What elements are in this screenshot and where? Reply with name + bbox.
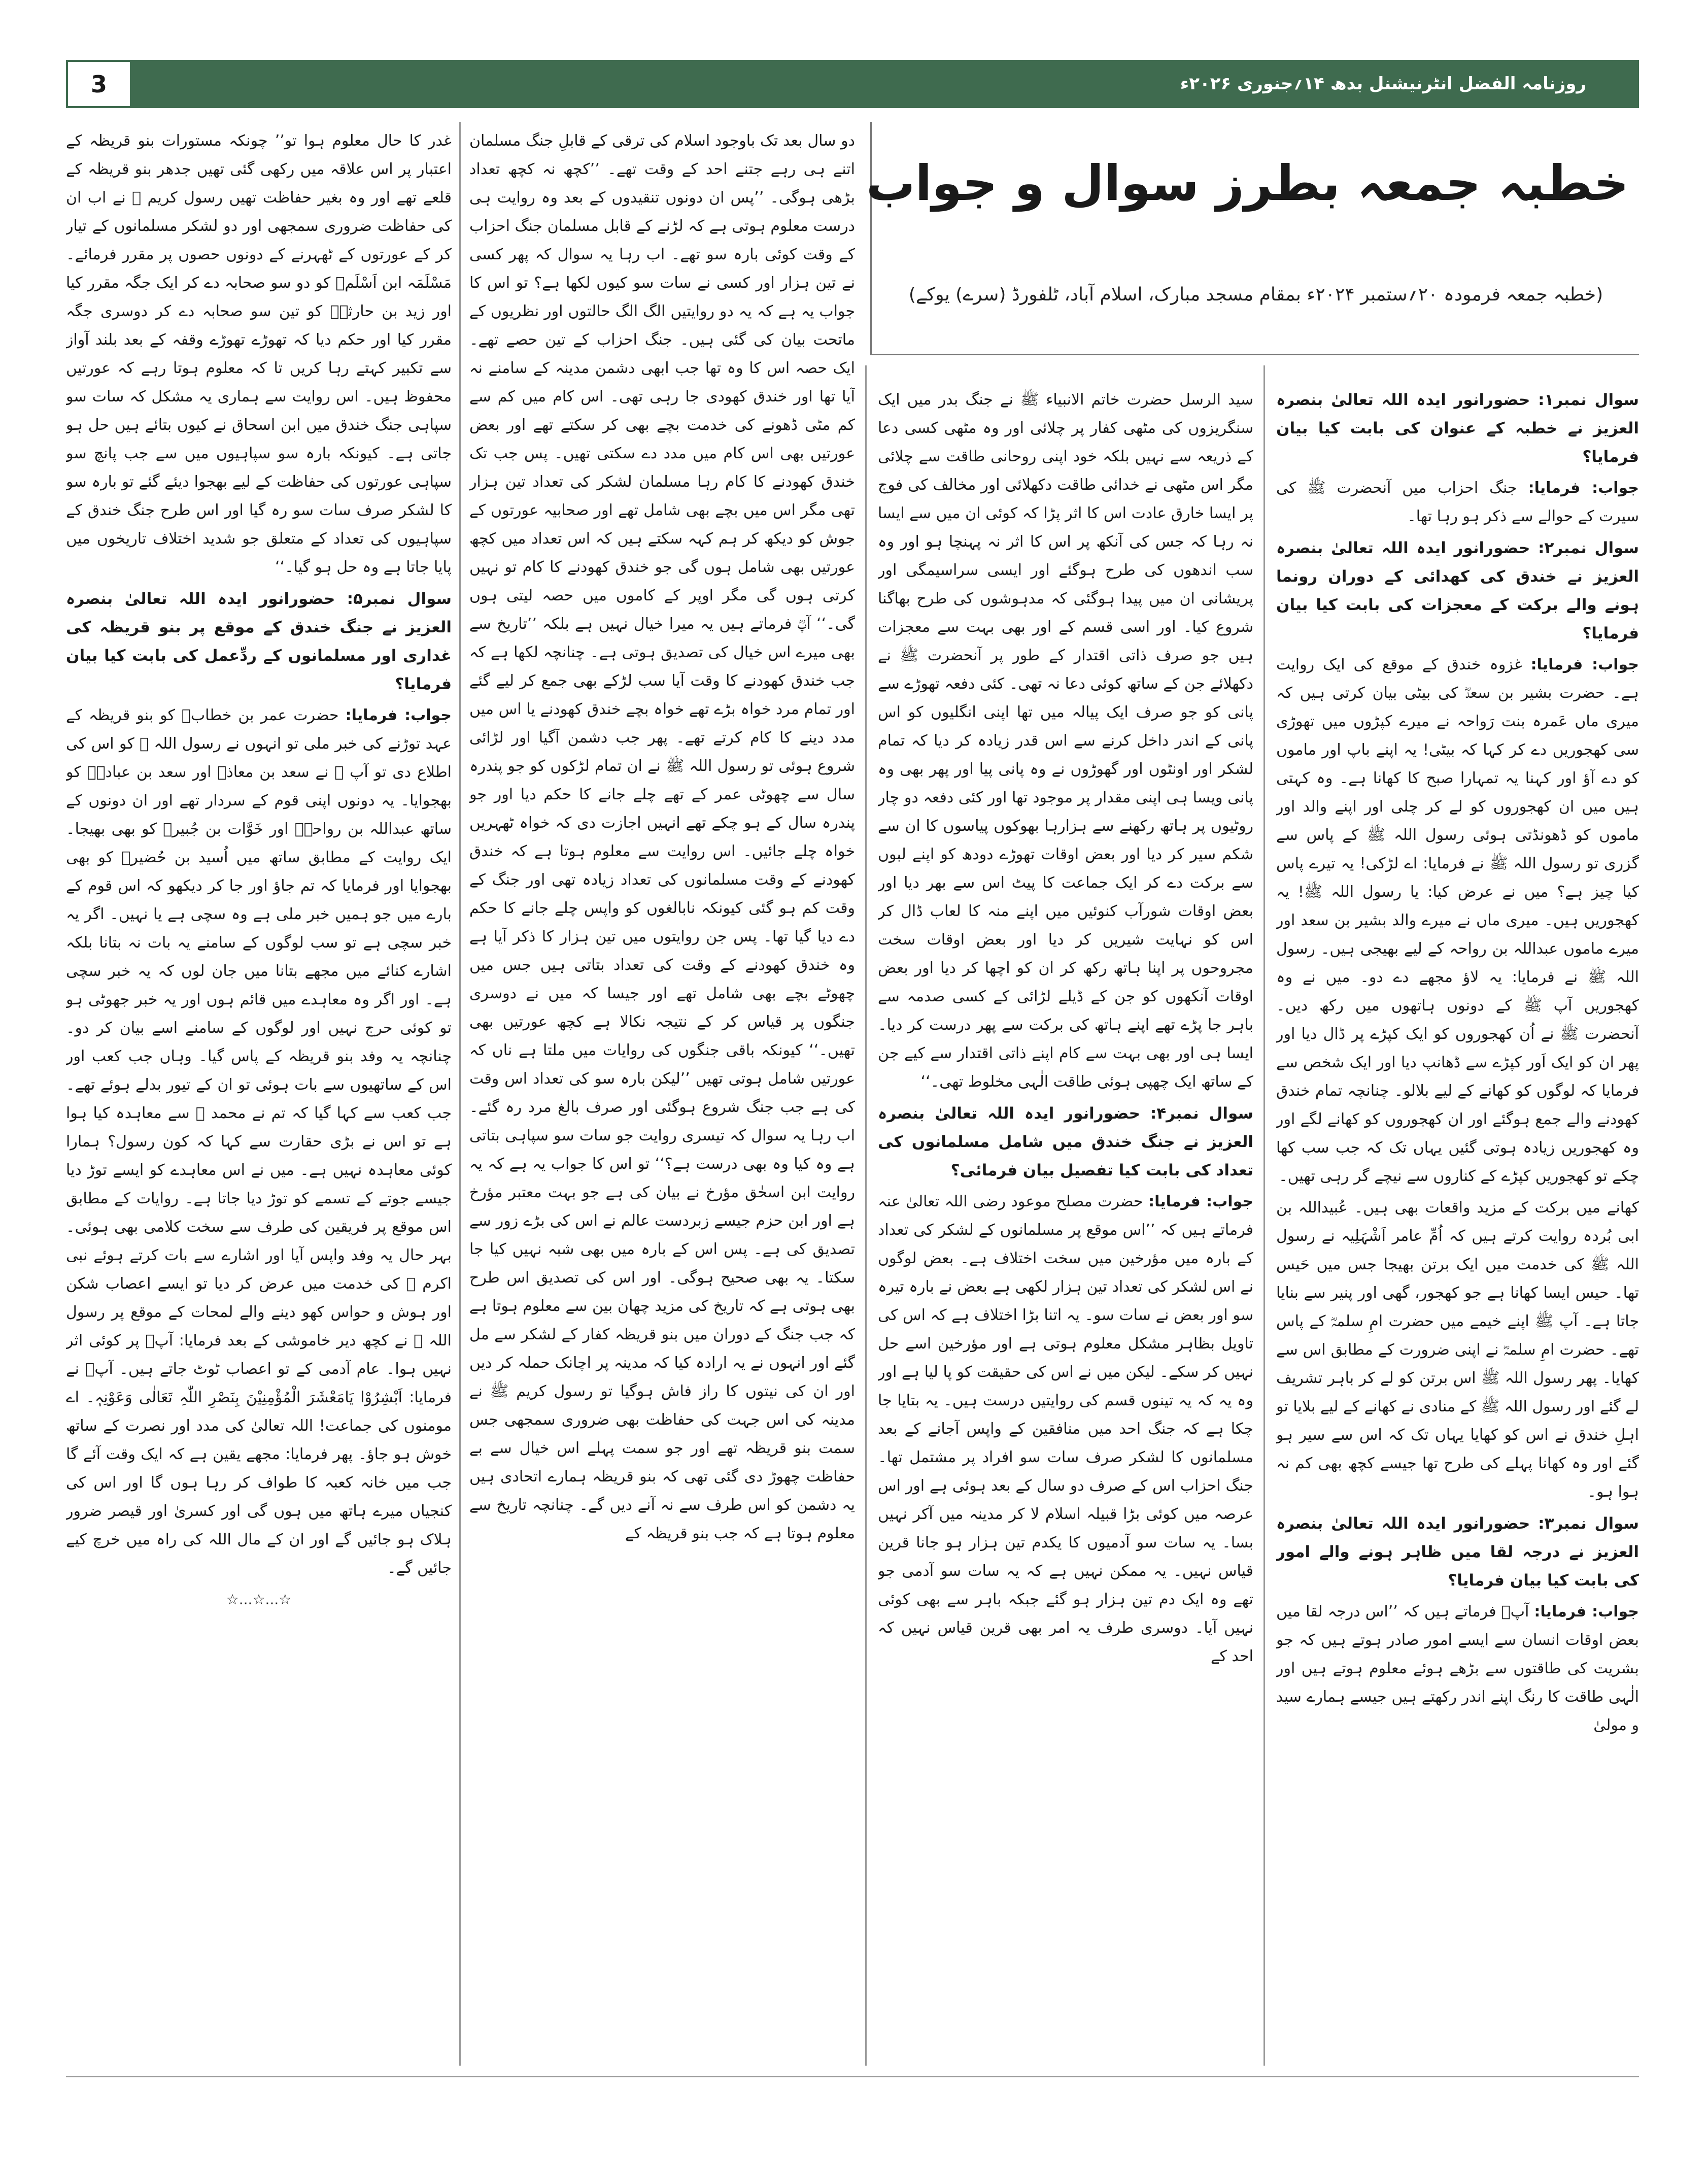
answer-3-text: آپؑ فرماتے ہیں کہ ’’اس درجہ لقا میں بعض اوقات انسان سے ایسے امور صادر ہوتے ہیں کہ جو بشریت کی طاقتوں سے بڑھے ہوئے معلوم ہوتے ہیں اور الٰہی طاقت کا رنگ اپنے اندر رکھتے ہیں جیسے ہمارے سید و مولیٰ	[1276, 1603, 1639, 1734]
answer-3-lead: جواب: فرمایا:	[1534, 1603, 1639, 1621]
answer-2-lead: جواب: فرمایا:	[1530, 656, 1639, 673]
column-2	[878, 386, 1253, 2071]
answer-5	[66, 701, 452, 1582]
article-subtitle: (خطبہ جمعہ فرمودہ ۲۰؍ستمبر ۲۰۲۴ء بمقام مسجد مبارک، اسلام آباد، ٹلفورڈ (سرے) یوکے)	[908, 284, 1603, 305]
column-4-paragraph: غدر کا حال معلوم ہوا تو’’ چونکہ مستورات بنو قریظہ کے اعتبار پر اس علاقہ میں رکھی گئی تھیں جدھر بنو قریظہ کے قلعے تھے اور وہ بغیر حفاظت تھیں رسول کریم ﷺ نے اب ان کی حفاظت ضروری سمجھی اور دو لشکر مسلمانوں کے تیار کر کے عورتوں کے ٹھہرنے کے دونوں حصوں پر مقرر فرمائے۔ مَسْلَمَہ ابن اَسْلَمؓ کو دو سو صحابہ دے کر ایک جگہ مقرر کیا اور زید بن حارثہؓ کو تین سو صحابہ دے کر دوسری جگہ مقرر کیا اور حکم دیا کہ تھوڑے تھوڑے وقفہ کے بعد بلند آواز سے تکبیر کہتے رہا کریں تا کہ معلوم ہوتا رہے کہ عورتیں محفوظ ہیں۔ اس روایت سے ہماری یہ مشکل کہ سات سو سپاہی جنگ خندق میں ابن اسحاق نے کیوں بتائے ہیں حل ہو جاتی ہے۔ کیونکہ بارہ سو سپاہیوں میں سے جب پانچ سو سپاہی عورتوں کی حفاظت کے لیے بھجوا دیئے گئے تو بارہ سو کا لشکر صرف سات سو رہ گیا اور اس طرح جنگ خندق کے سپاہیوں کی تعداد کے متعلق جو شدید اختلاف تاریخوں میں پایا جاتا ہے وہ حل ہو گیا۔‘‘	[66, 132, 452, 576]
answer-1-lead: جواب: فرمایا:	[1528, 479, 1639, 497]
column-1	[1276, 386, 1639, 2071]
column-3-paragraph: دو سال بعد تک باوجود اسلام کی ترقی کے قابلِ جنگ مسلمان اتنے ہی رہے جتنے احد کے وقت تھے۔ ’’کچھ نہ کچھ تعداد بڑھی ہوگی۔ ’’پس ان دونوں تنقیدوں کے بعد وہ روایت ہی درست معلوم ہوتی ہے کہ لڑنے کے قابل مسلمان جنگ احزاب کے وقت کوئی بارہ سو تھے۔ اب رہا یہ سوال کہ پھر کسی نے تین ہزار اور کسی نے سات سو کیوں لکھا ہے؟ تو اس کا جواب یہ ہے کہ یہ دو روایتیں الگ الگ حالتوں اور نظریوں کے ماتحت بیان کی گئی ہیں۔ جنگ احزاب کے تین حصے تھے۔ ایک حصہ اس کا وہ تھا جب ابھی دشمن مدینہ کے سامنے نہ آیا تھا اور خندق کھودی جا رہی تھی۔ اس کام میں کم سے کم مٹی ڈھونے کی خدمت بچے بھی کر سکتے تھے اور بعض عورتیں بھی اس کام میں مدد دے سکتی تھیں۔ پس جب تک خندق کھودنے کا کام رہا مسلمان لشکر کی تعداد تین ہزار تھی مگر اس میں بچے بھی شامل تھے اور صحابیہ عورتوں کے جوش کو دیکھ کر ہم کہہ سکتے ہیں کہ اس تعداد میں کچھ عورتیں بھی شامل ہوں گی جو خندق کھودنے کا کام تو نہیں کرتی ہوں گی مگر اوپر کے کاموں میں حصہ لیتی ہوں گی۔‘‘ آپؓ فرماتے ہیں یہ میرا خیال نہیں ہے بلکہ ’’تاریخ سے بھی میرے اس خیال کی تصدیق ہوتی ہے۔ چنانچہ لکھا ہے کہ جب خندق کھودنے کا وقت آیا سب لڑکے بھی جمع کر لیے گئے اور تمام مرد خواہ بڑے تھے خواہ بچے خندق کھودنے یا اس میں مدد دینے کا کام کرتے تھے۔ پھر جب دشمن آگیا اور لڑائی شروع ہوئی تو رسول اللہ ﷺ نے ان تمام لڑکوں کو جو پندرہ سال سے چھوٹی عمر کے تھے چلے جانے کا حکم دیا اور جو پندرہ سال کے ہو چکے تھے انہیں اجازت دی کہ خواہ ٹھہریں خواہ چلے جائیں۔ اس روایت سے معلوم ہوتا ہے کہ خندق کھودنے کے وقت مسلمانوں کی تعداد زیادہ تھی اور جنگ کے وقت کم ہو گئی کیونکہ نابالغوں کو واپس چلے جانے کا حکم دے دیا گیا تھا۔ پس جن روایتوں میں تین ہزار کا ذکر آیا ہے وہ خندق کھودنے کے وقت کی تعداد بتاتی ہیں جس میں چھوٹے بچے بھی شامل تھے اور جیسا کہ میں نے دوسری جنگوں پر قیاس کر کے نتیجہ نکالا ہے کچھ عورتیں بھی تھیں۔‘‘ کیونکہ باقی جنگوں کی روایات میں ملتا ہے ناں کہ عورتیں شامل ہوتی تھیں ’’لیکن بارہ سو کی تعداد اس وقت کی ہے جب جنگ شروع ہوگئی اور صرف بالغ مرد رہ گئے۔ اب رہا یہ سوال کہ تیسری روایت جو سات سو سپاہی بتاتی ہے وہ کیا وہ بھی درست ہے؟‘‘ تو اس کا جواب یہ ہے کہ یہ روایت ابن اسحٰق مؤرخ نے بیان کی ہے جو بہت معتبر مؤرخ ہے اور ابن حزم جیسے زبردست عالم نے اس کی بڑے زور سے تصدیق کی ہے۔ پس اس کے بارہ میں بھی شبہ نہیں کیا جا سکتا۔ یہ بھی صحیح ہوگی۔ اور اس کی تصدیق اس طرح بھی ہوتی ہے کہ تاریخ کی مزید چھان بین سے معلوم ہوتا ہے کہ جب جنگ کے دوران میں بنو قریظہ کفار کے لشکر سے مل گئے اور انہوں نے یہ ارادہ کیا کہ مدینہ پر اچانک حملہ کر دیں اور ان کی نیتوں کا راز فاش ہوگیا تو رسول کریم ﷺ نے مدینہ کی اس جہت کی حفاظت بھی ضروری سمجھی جس سمت بنو قریظہ تھے اور جو سمت پہلے اس خیال سے بے حفاظت چھوڑ دی گئی تھی کہ بنو قریظہ ہمارے اتحادی ہیں یہ دشمن کو اس طرف سے نہ آنے دیں گے۔ چنانچہ تاریخ سے معلوم ہوتا ہے کہ جب بنو قریظہ کے	[469, 132, 855, 1542]
question-4: سوال نمبر۴: حضورانور ایدہ اللہ تعالیٰ بنصرہ العزیز نے جنگ خندق میں شامل مسلمانوں کی تعداد کی بابت کیا تفصیل بیان فرمائی؟	[878, 1104, 1253, 1179]
column-divider	[1263, 365, 1265, 2066]
bottom-rule	[66, 2076, 1639, 2077]
column-divider	[459, 122, 461, 2066]
answer-3	[1276, 1598, 1639, 1740]
article-title: خطبہ جمعہ بطرز سوال و جواب	[866, 155, 1629, 212]
column-divider	[865, 365, 867, 2066]
answer-2-continued: کھانے میں برکت کے مزید واقعات بھی ہیں۔ عُبیداللہ بن ابی بُردہ روایت کرتے ہیں کہ اُمِّ عامر اَشْہَلِیہ نے رسول اللہ ﷺ کی خدمت میں ایک برتن بھیجا جس میں حَیس تھا۔ حیس ایسا کھانا ہے جو کھجور، گھی اور پنیر سے بنایا جاتا ہے۔ آپ ﷺ اپنے خیمے میں حضرت امِ سلمہؓ کے پاس تھے۔ حضرت امِ سلمہؓ نے اپنی ضرورت کے مطابق اس سے کھایا۔ پھر رسول اللہ ﷺ اس برتن کو لے کر باہر تشریف لے گئے اور رسول اللہ ﷺ کے منادی نے کھانے کے لیے بلایا تو اہلِ خندق نے اس کو کھایا یہاں تک کہ اس سے سیر ہو گئے اور وہ کھانا پہلے کی طرح تھا جیسے کچھ بھی کم نہ ہوا ہو۔	[1276, 1199, 1639, 1501]
column-4	[66, 127, 452, 2071]
column-2-paragraph: سید الرسل حضرت خاتم الانبیاء ﷺ نے جنگ بدر میں ایک سنگریزوں کی مٹھی کفار پر چلائی اور وہ مٹھی کسی دعا کے ذریعہ سے نہیں بلکہ خود اپنی روحانی طاقت سے چلائی مگر اس مٹھی نے خدائی طاقت دکھلائی اور مخالف کی فوج پر ایسا خارق عادت اس کا اثر پڑا کہ کوئی ان میں سے ایسا نہ رہا کہ جس کی آنکھ پر اس کا اثر نہ پہنچا ہو اور وہ سب اندھوں کی طرح ہوگئے اور ایسی سراسیمگی اور پریشانی ان میں پیدا ہوگئی کہ مدہوشوں کی طرح بھاگنا شروع کیا۔ اور اسی قسم کے اور بھی بہت سے معجزات ہیں جو صرف ذاتی اقتدار کے طور پر آنحضرت ﷺ نے دکھلائے جن کے ساتھ کوئی دعا نہ تھی۔ کئی دفعہ تھوڑے سے پانی کو جو صرف ایک پیالہ میں تھا اپنی انگلیوں کو اس پانی کے اندر داخل کرنے سے اس قدر زیادہ کر دیا کہ تمام لشکر اور اونٹوں اور گھوڑوں نے وہ پانی پیا اور پھر بھی وہ پانی ویسا ہی اپنی مقدار پر موجود تھا اور کئی دفعہ دو چار روٹیوں پر ہاتھ رکھنے سے ہزارہا بھوکوں پیاسوں کا ان سے شکم سیر کر دیا اور بعض اوقات تھوڑے دودھ کو اپنے لبوں سے برکت دے کر ایک جماعت کا پیٹ اس سے بھر دیا اور بعض اوقات شورآب کنوئیں میں اپنے منہ کا لعاب ڈال کر اس کو نہایت شیریں کر دیا اور بعض اوقات سخت مجروحوں پر اپنا ہاتھ رکھ کر ان کو اچھا کر دیا اور بعض اوقات آنکھوں کو جن کے ڈیلے لڑائی کے کسی صدمہ سے باہر جا پڑے تھے اپنے ہاتھ کی برکت سے پھر درست کر دیا۔ ایسا ہی اور بھی بہت سے کام اپنے ذاتی اقتدار سے کیے جن کے ساتھ ایک چھپی ہوئی طاقت الٰہی مخلوط تھی۔‘‘	[878, 391, 1253, 1091]
question-5: سوال نمبر۵: حضورانور ایدہ اللہ تعالیٰ بنصرہ العزیز نے جنگ خندق کے موقع پر بنو قریظہ کی غداری اور مسلمانوں کے ردِّعمل کی بابت کیا بیان فرمایا؟	[66, 590, 452, 693]
answer-1-text: جنگ احزاب میں آنحضرت ﷺ کی سیرت کے حوالے سے ذکر ہو رہا تھا۔	[1276, 479, 1639, 525]
column-3	[469, 127, 855, 2071]
answer-5-text: حضرت عمر بن خطابؓ کو بنو قریظہ کے عہد توڑنے کی خبر ملی تو انہوں نے رسول اللہ ﷺ کو اس کی اطلاع دی تو آپ ﷺ نے سعد بن معاذؓ اور سعد بن عبادہؓ کو بھجوایا۔ یہ دونوں اپنی قوم کے سردار تھے اور ان دونوں کے ساتھ عبداللہ بن رواحہؓ اور خَوَّات بن جُبیرؓ کو بھی بھیجا۔ ایک روایت کے مطابق ساتھ میں اُسید بن حُضیرؓ کو بھی بھجوایا اور فرمایا کہ تم جاؤ اور جا کر دیکھو کہ اس قوم کے بارے میں جو ہمیں خبر ملی ہے وہ سچی ہے یا نہیں۔ اگر یہ خبر سچی ہے تو سب لوگوں کے سامنے یہ بات نہ بتانا بلکہ اشارے کنائے میں مجھے بتانا میں جان لوں کہ یہ خبر سچی ہے۔ اور اگر وہ معاہدے میں قائم ہوں اور یہ خبر جھوٹی ہو تو کوئی حرج نہیں اور لوگوں کے سامنے اسے بیان کر دو۔ چنانچہ یہ وفد بنو قریظہ کے پاس گیا۔ وہاں جب کعب اور اس کے ساتھیوں سے بات ہوئی تو ان کے تیور بدلے ہوئے تھے۔ جب کعب سے کہا گیا کہ تم نے محمد ﷺ سے معاہدہ کیا ہوا ہے تو اس نے بڑی حقارت سے کہا کہ کون رسول؟ ہمارا کوئی معاہدہ نہیں ہے۔ میں نے اس معاہدے کو ایسے توڑ دیا جیسے جوتے کے تسمے کو توڑ دیا جاتا ہے۔ روایات کے مطابق اس موقع پر فریقین کی طرف سے سخت کلامی بھی ہوئی۔ بہر حال یہ وفد واپس آیا اور اشارے سے بات کرتے ہوئے نبی اکرم ﷺ کی خدمت میں عرض کر دیا تو ایسے اعصاب شکن اور ہوش و حواس کھو دینے والے لمحات کے موقع پر رسول اللہ ﷺ نے کچھ دیر خاموشی کے بعد فرمایا: آپؐ پر کوئی اثر نہیں ہوا۔ عام آدمی کے تو اعصاب ٹوٹ جاتے ہیں۔ آپؐ نے فرمایا: اَبْشِرُوْا یَامَعْشَرَ الْمُؤْمِنِیْنَ بِنَصْرِ اللّٰہِ تَعَالٰی وَعَوْنِہٖ۔ اے مومنوں کی جماعت! اللہ تعالیٰ کی مدد اور نصرت کے ساتھ خوش ہو جاؤ۔ پھر فرمایا: مجھے یقین ہے کہ ایک وقت آئے گا جب میں خانہ کعبہ کا طواف کر رہا ہوں گا اور اس کی کنجیاں میرے ہاتھ میں ہوں گی اور کسریٰ اور قیصر ضرور ہلاک ہو جائیں گے اور ان کے مال اللہ کی راہ میں خرچ کیے جائیں گے۔	[66, 706, 452, 1577]
answer-4-lead: جواب: فرمایا:	[1148, 1193, 1253, 1210]
answer-5-lead: جواب: فرمایا:	[345, 706, 452, 724]
newspaper-dateline: روزنامہ الفضل انٹرنیشنل بدھ ۱۴؍جنوری ۲۰۲۶ء	[1180, 74, 1586, 94]
question-1: سوال نمبر۱: حضورانور ایدہ اللہ تعالیٰ بنصرہ العزیز نے خطبہ کے عنوان کی بابت کیا بیان فرمایا؟	[1276, 391, 1639, 466]
end-stars: ☆...☆...☆	[226, 1591, 292, 1608]
answer-2	[1276, 651, 1639, 1191]
answer-1	[1276, 474, 1639, 531]
answer-4-text: حضرت مصلح موعود رضی اللہ تعالیٰ عنہ فرماتے ہیں کہ ’’اس موقع پر مسلمانوں کے لشکر کی تعداد کے بارہ میں مؤرخین میں سخت اختلاف ہے۔ بعض لوگوں نے اس لشکر کی تعداد تین ہزار لکھی ہے بعض نے بارہ تیرہ سو اور بعض نے سات سو۔ یہ اتنا بڑا اختلاف ہے کہ اس کی تاویل بظاہر مشکل معلوم ہوتی ہے اور مؤرخین اسے حل نہیں کر سکے۔ لیکن میں نے اس کی حقیقت کو پا لیا ہے اور وہ یہ کہ یہ تینوں قسم کی روایتیں درست ہیں۔ یہ بتایا جا چکا ہے کہ جنگ احد میں منافقین کے واپس آجانے کے بعد مسلمانوں کا لشکر صرف سات سو افراد پر مشتمل تھا۔ جنگ احزاب اس کے صرف دو سال کے بعد ہوئی ہے اور اس عرصہ میں کوئی بڑا قبیلہ اسلام لا کر مدینہ میں آکر نہیں بسا۔ یہ سات سو آدمیوں کا یکدم تین ہزار ہو جانا قرین قیاس نہیں۔ یہ ممکن نہیں ہے کہ یہ سات سو آدمی جو تھے وہ ایک دم تین ہزار ہو گئے جبکہ باہر سے بھی کوئی نہیں آیا۔ دوسری طرف یہ امر بھی قرین قیاس نہیں کہ احد کے	[878, 1193, 1253, 1665]
question-2: سوال نمبر۲: حضورانور ایدہ اللہ تعالیٰ بنصرہ العزیز نے خندق کی کھدائی کے دوران رونما ہونے والے برکت کے معجزات کی بابت کیا بیان فرمایا؟	[1276, 539, 1639, 643]
answer-2-text: غزوہ خندق کے موقع کی ایک روایت ہے۔ حضرت بشیر بن سعدؓ کی بیٹی بیان کرتی ہیں کہ میری ماں عَمرہ بنت رَواحہ نے میرے کپڑوں میں تھوڑی سی کھجوریں دے کر کہا کہ بیٹی! یہ اپنے باپ اور ماموں کو دے آؤ اور کہنا یہ تمہارا صبح کا کھانا ہے۔ وہ کہتی ہیں میں ان کھجوروں کو لے کر چلی اور اپنے والد اور ماموں کو ڈھونڈتی ہوئی رسول اللہ ﷺ کے پاس سے گزری تو رسول اللہ ﷺ نے فرمایا: اے لڑکی! یہ تیرے پاس کیا چیز ہے؟ میں نے عرض کیا: یا رسول اللہ ﷺ! یہ کھجوریں ہیں۔ میری ماں نے میرے والد بشیر بن سعد اور میرے ماموں عبداللہ بن رواحہ کے لیے بھیجی ہیں۔ رسول اللہ ﷺ نے فرمایا: یہ لاؤ مجھے دے دو۔ میں نے وہ کھجوریں آپ ﷺ کے دونوں ہاتھوں میں رکھ دیں۔ آنحضرت ﷺ نے اُن کھجوروں کو ایک کپڑے پر ڈال دیا اور پھر ان کو ایک اَور کپڑے سے ڈھانپ دیا اور ایک شخص سے فرمایا کہ لوگوں کو کھانے کے لیے بلالو۔ چنانچہ تمام خندق کھودنے والے جمع ہوگئے اور ان کھجوروں کو کھانے لگے اور وہ کھجوریں زیادہ ہوتی گئیں یہاں تک کہ جب سب کھا چکے تو کھجوریں کپڑے کے کناروں سے نیچے گر رہی تھیں۔	[1276, 656, 1639, 1185]
question-3: سوال نمبر۳: حضورانور ایدہ اللہ تعالیٰ بنصرہ العزیز نے درجہ لقا میں ظاہر ہونے والے امور کی بابت کیا بیان فرمایا؟	[1276, 1514, 1639, 1590]
answer-4	[878, 1188, 1253, 1671]
page-number: 3	[66, 60, 132, 108]
